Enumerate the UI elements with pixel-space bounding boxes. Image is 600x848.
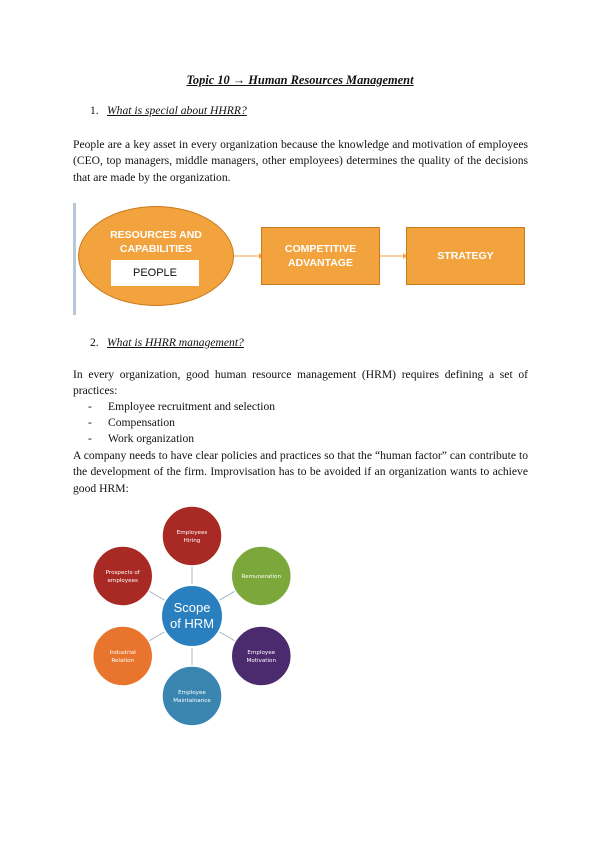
section-1-heading-text: What is special about HHRR? — [107, 104, 247, 117]
scope-node-circle — [93, 626, 153, 686]
scope-node-circle — [93, 546, 153, 606]
people-box: PEOPLE — [111, 260, 199, 286]
strategy-box: STRATEGY — [406, 227, 525, 285]
scope-node-label: Employees — [176, 530, 208, 536]
practices-list — [88, 399, 275, 448]
scope-node-label: Employee — [247, 650, 276, 656]
section-2-heading-text: What is HHRR management? — [107, 336, 244, 349]
scope-node-label: Remuneration — [241, 574, 282, 580]
section-2-closing: A company needs to have clear policies and practices so that the “human factor” can contribute to the development of the firm. Improvisation has to be avoided if an organization wants to achieve good HRM: — [73, 449, 528, 495]
scope-node-label: Prospects of — [105, 570, 140, 576]
scope-center-line-1: Scope — [173, 600, 211, 615]
scope-node-label: Motivation — [246, 658, 277, 664]
scope-node-label: Maintainance — [173, 698, 211, 704]
scope-node-circle — [162, 506, 222, 566]
resources-label-line-1: RESOURCES AND — [110, 229, 202, 241]
section-2-heading — [90, 336, 244, 349]
list-item: - Work organization — [88, 431, 275, 447]
page-title: Topic 10 → Human Resources Management — [186, 73, 414, 87]
section-1-paragraph: People are a key asset in every organization because the knowledge and motivation of employees (CEO, top managers, middle managers, other employees) determines the quality of the decisions that are made by the organization. — [73, 138, 528, 184]
scope-of-hrm-diagram — [86, 498, 298, 730]
scope-node-label: Relation — [111, 658, 135, 664]
section-1-number: 1. — [90, 104, 99, 117]
scope-center-line-2: of HRM — [169, 616, 215, 631]
resources-label-line-2: CAPABILITIES — [119, 243, 193, 255]
section-2-intro: In every organization, good human resource management (HRM) requires defining a set of practices: — [73, 368, 528, 398]
scope-node-label: employees — [107, 578, 138, 584]
scope-node-circle — [162, 666, 222, 726]
list-item: - Employee recruitment and selection — [88, 399, 275, 415]
competitive-advantage-box — [261, 227, 380, 285]
resources-label — [78, 228, 234, 256]
section-1-heading — [90, 104, 247, 117]
scope-node-label: Hiring — [183, 538, 201, 544]
section-2-number: 2. — [90, 336, 99, 349]
advantage-label-line-1: COMPETITIVE — [284, 243, 357, 255]
advantage-label-line-2: ADVANTAGE — [288, 257, 353, 269]
scope-node-circle — [231, 626, 291, 686]
scope-node-label: Employee — [178, 690, 206, 696]
list-item: - Compensation — [88, 415, 275, 431]
scope-node-label: Industrial — [109, 650, 136, 656]
resources-strategy-diagram — [73, 203, 528, 315]
resources-ellipse — [78, 206, 234, 306]
